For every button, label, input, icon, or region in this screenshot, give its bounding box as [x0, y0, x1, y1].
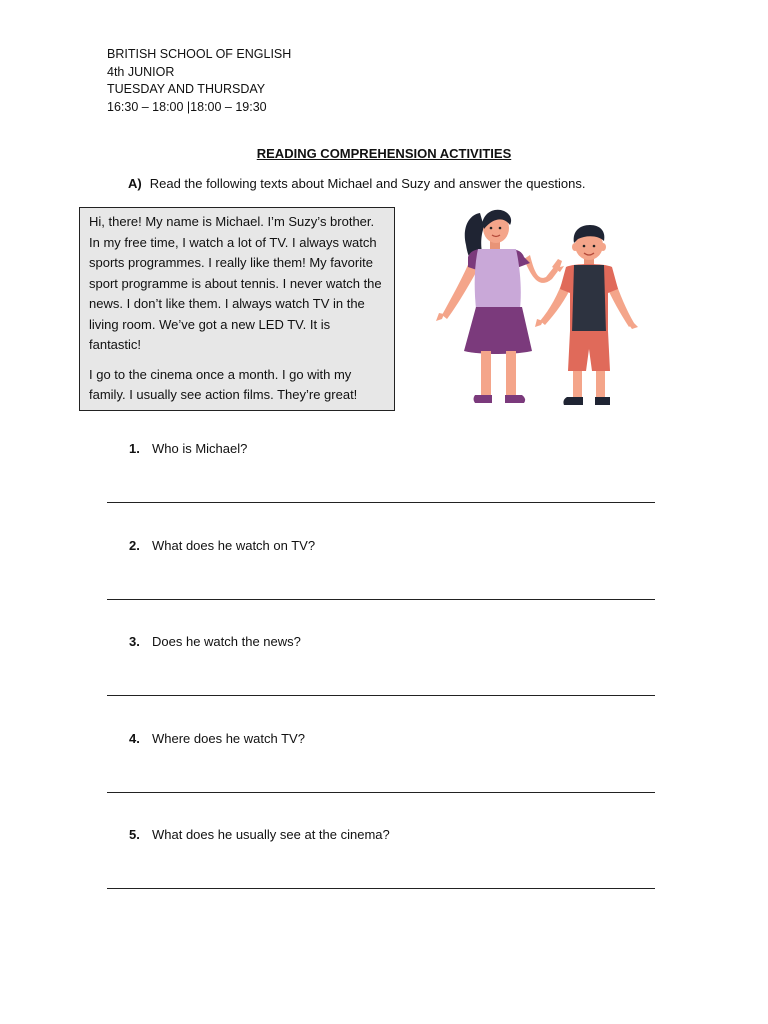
reading-paragraph-1: Hi, there! My name is Michael. I’m Suzy’s brother. In my free time, I watch a lot of TV. I always watch sports programmes. I really like them! My favorite sport programme is about tennis. I never watch the news. I don’t like them. I always watch TV in the living room. We’ve got a new LED TV. It is fantastic! [89, 214, 382, 352]
question-text: Who is Michael? [152, 441, 248, 456]
question-number: 2. [129, 538, 140, 553]
question-3 [129, 634, 301, 649]
instruction-letter: A) [128, 176, 142, 191]
answer-line-4[interactable] [107, 792, 655, 793]
question-text: What does he watch on TV? [152, 538, 316, 553]
girl-and-boy-illustration-icon [428, 205, 643, 415]
reading-paragraph-2: I go to the cinema once a month. I go with my family. I usually see action films. They’re great! [89, 366, 358, 402]
class-times: 16:30 – 18:00 |18:00 – 19:30 [107, 99, 267, 114]
question-4 [129, 731, 305, 746]
answer-line-1[interactable] [107, 502, 655, 503]
question-number: 3. [129, 634, 140, 649]
class-level: 4th JUNIOR [107, 64, 175, 79]
question-number: 4. [129, 731, 140, 746]
question-1 [129, 441, 247, 456]
class-days: TUESDAY AND THURSDAY [107, 82, 266, 96]
reading-text-box [79, 207, 395, 411]
girl-figure-icon [436, 210, 564, 403]
question-number: 5. [129, 827, 140, 842]
instruction-text: Read the following texts about Michael and Suzy and answer the questions. [149, 176, 586, 191]
question-text: What does he usually see at the cinema? [152, 827, 390, 842]
question-number: 1. [129, 441, 140, 456]
question-5 [129, 827, 390, 842]
instruction [128, 176, 586, 191]
question-2 [129, 538, 315, 553]
answer-line-3[interactable] [107, 695, 655, 696]
page-title: READING COMPREHENSION ACTIVITIES [256, 146, 512, 161]
boy-figure-icon [535, 225, 638, 405]
answer-line-2[interactable] [107, 599, 655, 600]
question-text: Does he watch the news? [152, 634, 301, 649]
answer-line-5[interactable] [107, 888, 655, 889]
school-name: BRITISH SCHOOL OF ENGLISH [107, 47, 292, 61]
school-header [107, 46, 291, 116]
question-text: Where does he watch TV? [152, 731, 305, 746]
